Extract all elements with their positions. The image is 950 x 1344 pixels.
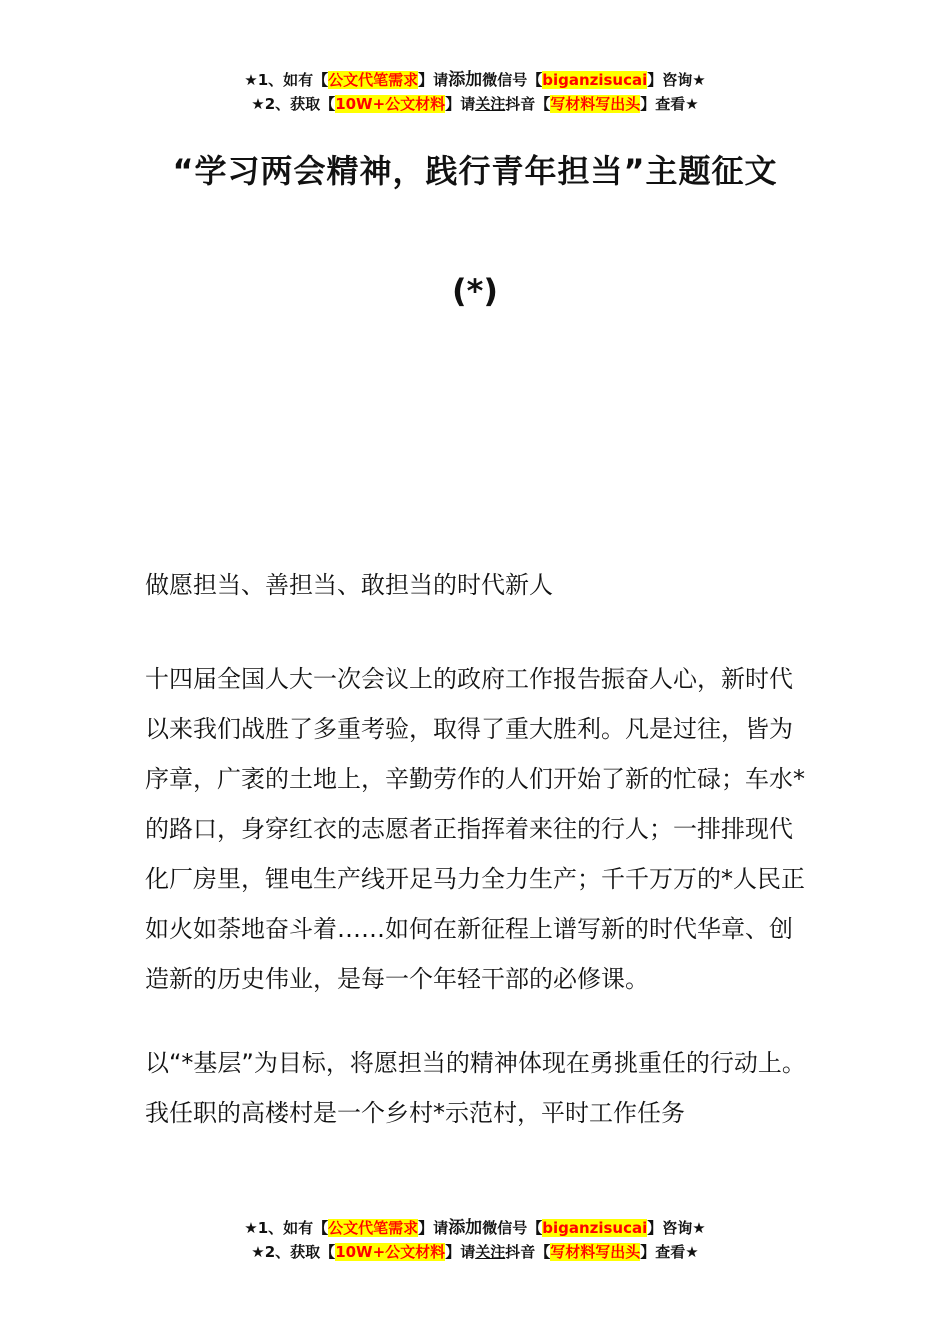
banner-text: 抖音【 [505,95,551,113]
banner-text: 】查看★ [640,95,699,113]
banner-text: 】请 [418,71,449,89]
banner-highlight: 10W+公文材料 [335,95,446,113]
banner-text: ★2、获取【 [251,95,336,113]
document-body [145,560,810,1172]
banner-text: 】请 [445,95,476,113]
banner-line-2 [0,92,950,116]
footer-banner [0,1216,950,1264]
banner-highlight: 10W+公文材料 [335,1243,446,1261]
document-subtitle: (*) [452,272,498,310]
banner-text: ★1、如有【 [244,1219,329,1237]
document-title: “学习两会精神，践行青年担当”主题征文 [172,152,778,190]
banner-text: 】请 [445,1243,476,1261]
banner-emphasis: 关注 [475,1243,506,1261]
banner-highlight: 公文代笔需求 [328,1219,419,1237]
section-heading: 做愿担当、善担当、敢担当的时代新人 [145,571,553,599]
banner-text: 微信号【 [482,1219,543,1237]
banner-emphasis: 添加 [448,1218,483,1238]
banner-line-1 [0,1216,950,1240]
banner-highlight: biganzisucai [542,71,648,89]
banner-text: ★1、如有【 [244,71,329,89]
banner-highlight: biganzisucai [542,1219,648,1237]
body-paragraph-1: 十四届全国人大一次会议上的政府工作报告振奋人心，新时代以来我们战胜了多重考验，取得了重大胜利。凡是过往，皆为序章，广袤的土地上，辛勤劳作的人们开始了新的忙碌；车水*的路口，身穿红衣的志愿者正指挥着来往的行人；一排排现代化厂房里，锂电生产线开足马力全力生产；千千万万的*人民正如火如荼地奋斗着……如何在新征程上谱写新的时代华章、创造新的历史伟业，是每一个年轻干部的必修课。 [145,665,805,993]
banner-highlight: 写材料写出头 [550,1243,641,1261]
banner-text: ★2、获取【 [251,1243,336,1261]
banner-emphasis: 添加 [448,70,483,90]
banner-text: 微信号【 [482,71,543,89]
banner-line-1 [0,68,950,92]
banner-text: 】咨询★ [647,1219,706,1237]
banner-highlight: 写材料写出头 [550,95,641,113]
banner-line-2 [0,1240,950,1264]
banner-text: 抖音【 [505,1243,551,1261]
banner-text: 】请 [418,1219,449,1237]
banner-text: 】咨询★ [647,71,706,89]
header-banner [0,68,950,116]
banner-text: 】查看★ [640,1243,699,1261]
banner-highlight: 公文代笔需求 [328,71,419,89]
banner-emphasis: 关注 [475,95,506,113]
body-paragraph-2: 以“*基层”为目标，将愿担当的精神体现在勇挑重任的行动上。我任职的高楼村是一个乡村*示范村，平时工作任务 [145,1049,806,1127]
